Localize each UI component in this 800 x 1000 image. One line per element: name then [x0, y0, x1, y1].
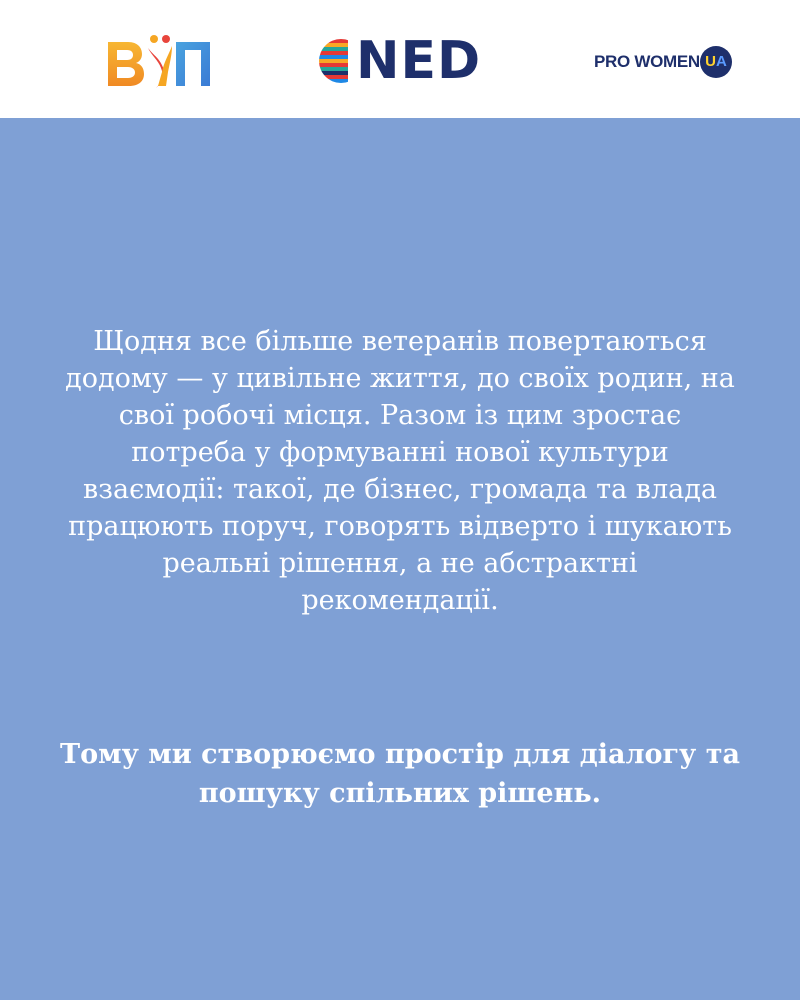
vup-logo: [104, 30, 214, 92]
ua-badge-a: A: [716, 53, 727, 70]
intro-paragraph: Щодня все більше ветеранів повертаються додому — у цивільне життя, до своїх родин, на свої робочі місця. Разом із цим зростає потреба у формуванні нової культури взаємодії: такої, де бізнес, громада та влада працюють поруч, говорять відверто і шукають реальні рішення, а не абстрактні рекомендації.: [65, 326, 735, 616]
pro-women-wordmark: PRO WOMEN: [594, 52, 700, 71]
ua-badge-u: U: [705, 53, 716, 70]
content-panel: [0, 118, 800, 1000]
vup-logo-mark: [104, 30, 214, 92]
pro-women-ua-logo: [592, 44, 742, 82]
ned-wordmark: NED: [356, 31, 482, 91]
logo-header: [0, 0, 800, 118]
ua-badge-icon: [700, 46, 732, 78]
ned-logo: [318, 30, 510, 92]
emphasis-statement: Тому ми створюємо простір для діалогу та пошуку спільних рішень.: [60, 739, 740, 809]
